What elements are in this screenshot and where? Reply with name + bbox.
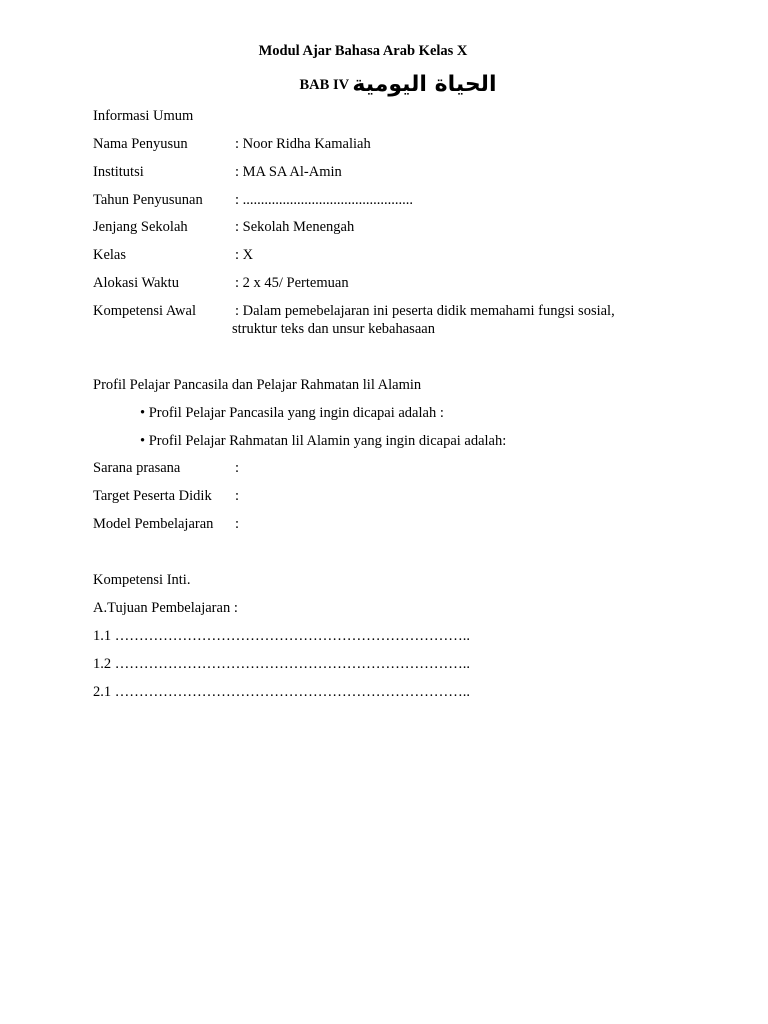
chapter-arabic-title: الحياة اليومية — [352, 72, 497, 97]
tujuan-item-1-1: 1.1 ……………………………………………………………….. — [93, 628, 470, 644]
info-label-nama-penyusun: Nama Penyusun — [93, 136, 188, 152]
info-label-tahun-penyusunan: Tahun Penyusunan — [93, 192, 203, 208]
info-value-kompetensi-awal: : Dalam pemebelajaran ini peserta didik memahami fungsi sosial, struktur teks dan unsur kebahasaan — [232, 303, 615, 337]
profil-label-sarana-prasana: Sarana prasana — [93, 460, 181, 476]
tujuan-item-2-1: 2.1 ……………………………………………………………….. — [93, 684, 470, 700]
bullet-profil-rahmatan: • Profil Pelajar Rahmatan lil Alamin yang ingin dicapai adalah: — [140, 433, 507, 449]
info-value-jenjang-sekolah: : Sekolah Menengah — [235, 219, 355, 235]
info-label-institutsi: Institutsi — [93, 164, 144, 180]
section-heading-kompetensi-inti: Kompetensi Inti. — [93, 572, 191, 588]
info-value-kelas: : X — [235, 247, 254, 263]
info-value-alokasi-waktu: : 2 x 45/ Pertemuan — [235, 275, 349, 291]
profil-value-target-peserta-didik: : — [235, 488, 240, 504]
info-label-alokasi-waktu: Alokasi Waktu — [93, 275, 179, 291]
profil-label-model-pembelajaran: Model Pembelajaran — [93, 516, 214, 532]
profil-label-target-peserta-didik: Target Peserta Didik — [93, 488, 212, 504]
profil-value-sarana-prasana: : — [235, 460, 240, 476]
tujuan-item-1-2: 1.2 ……………………………………………………………….. — [93, 656, 470, 672]
info-label-kompetensi-awal: Kompetensi Awal — [93, 303, 196, 319]
document-title: Modul Ajar Bahasa Arab Kelas X — [258, 43, 468, 59]
chapter-heading — [0, 73, 768, 97]
section-heading-informasi-umum: Informasi Umum — [93, 108, 194, 124]
section-heading-profil-pelajar: Profil Pelajar Pancasila dan Pelajar Rahmatan lil Alamin — [93, 377, 422, 393]
info-label-kelas: Kelas — [93, 247, 127, 263]
profil-value-model-pembelajaran: : — [235, 516, 240, 532]
info-value-tahun-penyusunan: : ............................................... — [235, 192, 414, 208]
chapter-label: BAB IV — [299, 77, 349, 93]
info-value-institutsi: : MA SA Al-Amin — [235, 164, 342, 180]
tujuan-pembelajaran-heading: A.Tujuan Pembelajaran : — [93, 600, 238, 616]
bullet-profil-pancasila: • Profil Pelajar Pancasila yang ingin dicapai adalah : — [140, 405, 444, 421]
info-value-nama-penyusun: : Noor Ridha Kamaliah — [235, 136, 371, 152]
info-label-jenjang-sekolah: Jenjang Sekolah — [93, 219, 188, 235]
